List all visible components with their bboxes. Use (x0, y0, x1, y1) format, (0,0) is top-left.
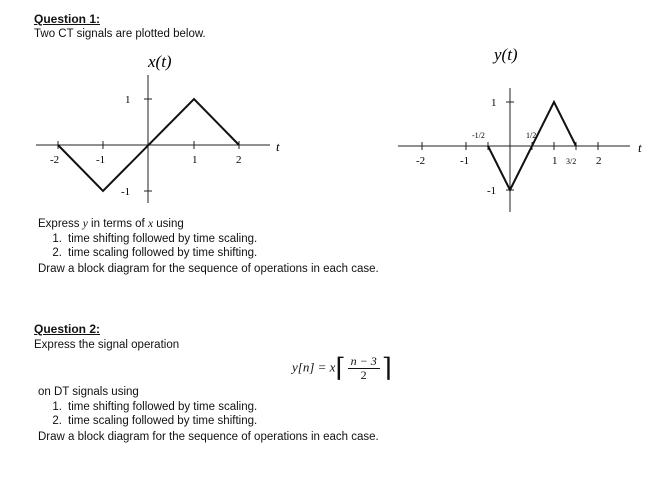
plot-x-title: x(t) (148, 52, 172, 71)
list-item: 1. time shifting followed by time scaling. (52, 233, 258, 245)
question-1-closing: Draw a block diagram for the sequence of operations in each case. (38, 263, 379, 275)
y-tick-label: -1 (121, 186, 131, 198)
question-2-heading: Question 2: (34, 322, 101, 336)
formula (292, 355, 392, 382)
instruction-prefix: Express (38, 218, 83, 230)
y-tick-label: 1 (491, 97, 497, 109)
question-1-heading: Question 1: (34, 12, 101, 26)
list-item: 1. time shifting followed by time scaling. (52, 401, 258, 413)
instruction-var-y: y (82, 218, 88, 230)
t-axis-label: t (276, 139, 280, 154)
list-item: 2. time scaling followed by time shifting. (52, 247, 258, 259)
frac-label-three-halves: 3/2 (566, 157, 577, 166)
instruction-mid: in terms of (87, 218, 148, 230)
question-1-instruction (38, 217, 184, 231)
question-2-list (44, 400, 257, 428)
x-tick-label: -1 (96, 154, 106, 166)
plot-y-of-t (390, 40, 660, 215)
y-tick-label: 1 (125, 94, 131, 106)
question-1-intro: Two CT signals are plotted below. (34, 28, 206, 40)
question-2-on-text: on DT signals using (38, 386, 139, 398)
formula-lhs: y[n] = x (292, 359, 336, 375)
frac-label-half: 1/2 (526, 131, 537, 140)
question-2-closing: Draw a block diagram for the sequence of operations in each case. (38, 431, 379, 443)
instruction-var-x: x (147, 218, 154, 230)
plot-x-of-t (30, 45, 290, 205)
frac-label-neg-half: -1/2 (472, 131, 485, 140)
x-tick-label: 1 (192, 154, 198, 166)
list-item: 2. time scaling followed by time shifting. (52, 415, 258, 427)
x-tick-label: -1 (460, 155, 470, 167)
instruction-suffix: using (153, 218, 184, 230)
question-2-intro: Express the signal operation (34, 339, 180, 351)
left-bracket: ⌈ (335, 353, 346, 384)
plot-y-title: y(t) (494, 45, 518, 64)
y-tick-label: -1 (487, 185, 497, 197)
formula-denominator: 2 (360, 368, 367, 382)
x-tick-label: 2 (236, 154, 242, 166)
right-bracket: ⌉ (381, 353, 392, 384)
formula-fraction (348, 355, 380, 382)
t-axis-label: t (638, 140, 642, 155)
x-tick-label: -2 (50, 154, 60, 166)
x-tick-label: -2 (416, 155, 426, 167)
x-tick-label: 2 (596, 155, 602, 167)
formula-numerator: n − 3 (348, 355, 380, 369)
x-tick-label: 1 (552, 155, 558, 167)
question-1-list (44, 232, 257, 260)
